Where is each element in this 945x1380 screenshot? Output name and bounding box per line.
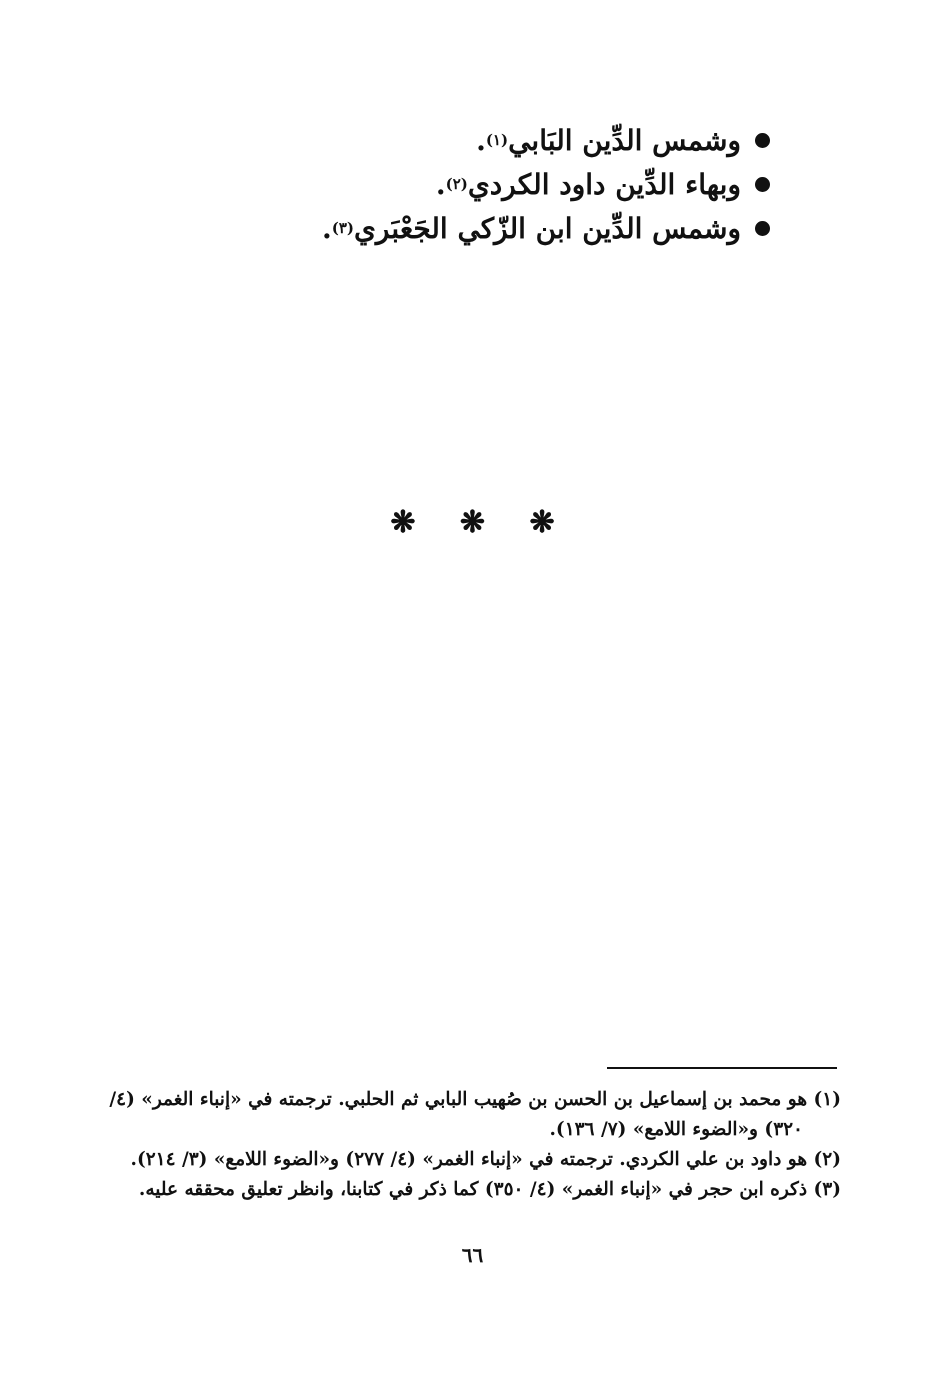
bullet-text: وشمس الدِّين ابن الزّكي الجَعْبَري <box>354 211 741 245</box>
bullet-text: وشمس الدِّين البَابي <box>508 123 741 157</box>
footnote-2: (٢) هو داود بن علي الكردي. ترجمته في «إنباء الغمر» (٤/ ٢٧٧) و«الضوء اللامع» (٣/ ٢١٤). <box>130 1149 841 1170</box>
bullet-item-1: وشمس الدِّين البَابي (١) . <box>250 118 770 162</box>
section-separator <box>0 505 945 540</box>
footnote-3: (٣) ذكره ابن حجر في «إنباء الغمر» (٤/ ٣٥٠) كما ذكر في كتابنا، وانظر تعليق محققه عليه. <box>138 1179 841 1200</box>
asterism-icon: ❋ <box>390 505 416 540</box>
page-number: ٦٦ <box>461 1243 484 1267</box>
bullet-dot-icon <box>755 177 770 192</box>
asterism-icon: ❋ <box>459 505 486 540</box>
bullet-end-punct: . <box>321 211 332 245</box>
bullet-dot-icon <box>755 221 770 236</box>
bullet-end-punct: . <box>435 167 446 201</box>
bullet-item-3: وشمس الدِّين ابن الزّكي الجَعْبَري (٣) . <box>250 206 770 250</box>
footnote-1: (١) هو محمد بن إسماعيل بن الحسن بن صُهيب البابي ثم الحلبي. ترجمته في «إنباء الغمر» (٤/ ٣٢٠) و«الضوء اللامع» (٧/ ١٣٦). <box>109 1089 841 1140</box>
footnote-divider <box>607 1067 837 1069</box>
bullet-list <box>250 118 770 250</box>
bullet-item-2: وبهاء الدِّين داود الكردي (٢) . <box>250 162 770 206</box>
footnotes <box>101 1085 841 1205</box>
bullet-end-punct: . <box>476 123 486 157</box>
asterism-icon: ❋ <box>529 505 555 540</box>
bullet-dot-icon <box>755 133 770 148</box>
bullet-text: وبهاء الدِّين داود الكردي <box>467 167 741 201</box>
